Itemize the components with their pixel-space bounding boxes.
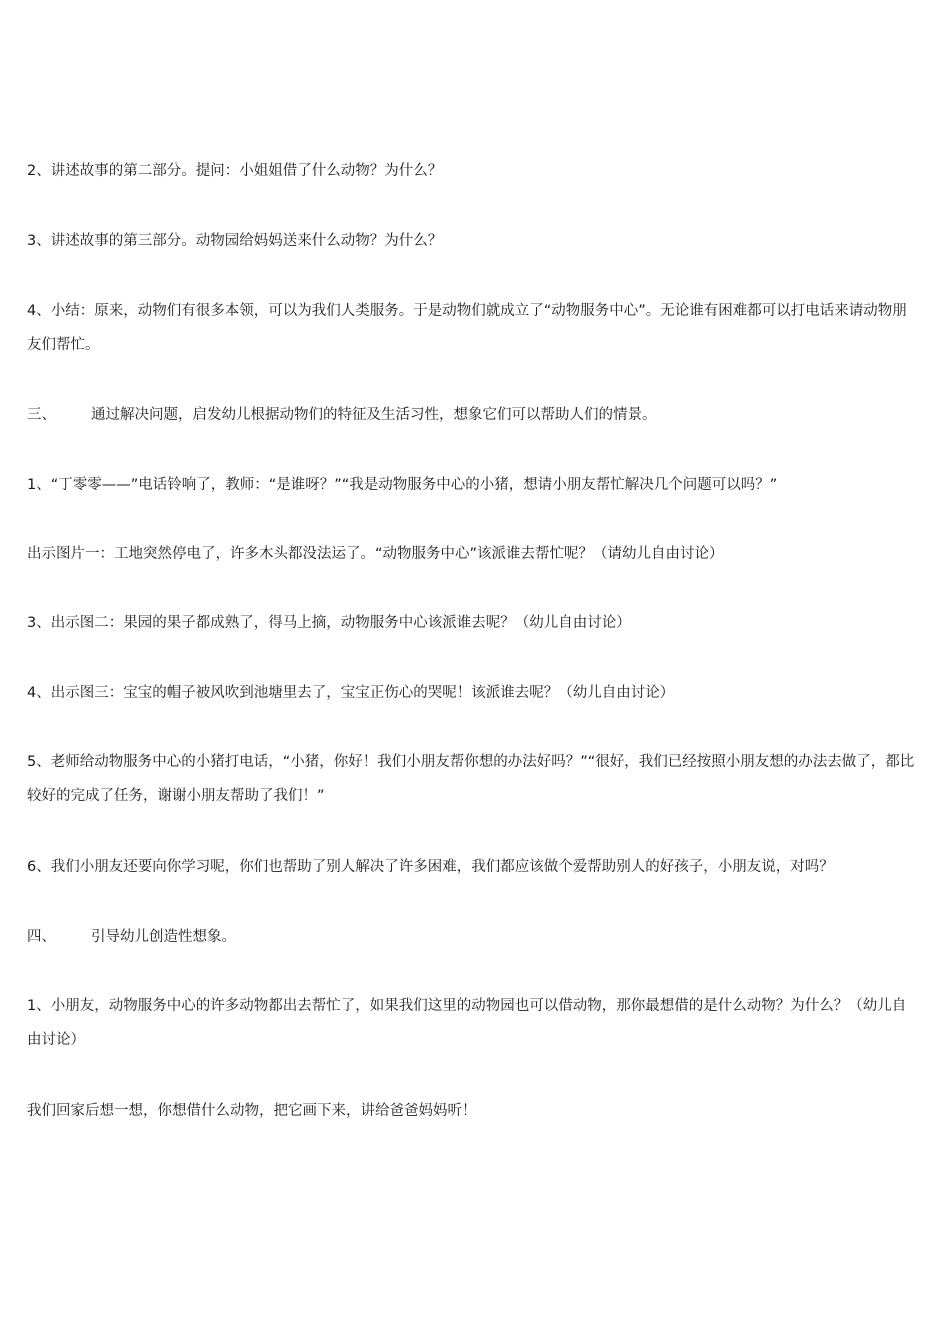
section-number: 三、 xyxy=(27,407,56,423)
paragraph-homework: 我们回家后想一想，你想借什么动物，把它画下来，讲给爸爸妈妈听！ xyxy=(27,1103,477,1119)
paragraph-picture-three: 4、出示图三：宝宝的帽子被风吹到池塘里去了，宝宝正伤心的哭呢！该派谁去呢？（幼儿自由讨论） xyxy=(27,685,675,701)
paragraph-phone-call: 1、“丁零零——”电话铃响了，教师：“是谁呀？”“我是动物服务中心的小猪，想请小朋友帮忙解决几个问题可以吗？” xyxy=(27,477,778,493)
paragraph-step-3: 3、讲述故事的第三部分。动物园给妈妈送来什么动物？为什么？ xyxy=(27,233,443,249)
paragraph-learn: 6、我们小朋友还要向你学习呢，你们也帮助了别人解决了许多困难，我们都应该做个爱帮助别人的好孩子，小朋友说，对吗？ xyxy=(27,859,834,875)
paragraph-picture-two: 3、出示图二：果园的果子都成熟了，得马上摘，动物服务中心该派谁去呢？（幼儿自由讨论） xyxy=(27,615,631,631)
section-heading-3 xyxy=(27,398,917,432)
section-heading-4 xyxy=(27,920,917,954)
paragraph-picture-one: 出示图片一：工地突然停电了，许多木头都没法运了。“动物服务中心”该派谁去帮忙呢？（请幼儿自由讨论） xyxy=(27,546,724,562)
paragraph-step-2: 2、讲述故事的第二部分。提问：小姐姐借了什么动物？为什么？ xyxy=(27,163,443,179)
section-title: 引导幼儿创造性想象。 xyxy=(91,929,236,945)
paragraph-teacher-call: 5、老师给动物服务中心的小猪打电话，“小猪，你好！我们小朋友帮你想的办法好吗？”“很好，我们已经按照小朋友想的办法去做了，都比较好的完成了任务，谢谢小朋友帮助了我们！” xyxy=(27,754,915,804)
paragraph-borrow-animal: 1、小朋友，动物服务中心的许多动物都出去帮忙了，如果我们这里的动物园也可以借动物，那你最想借的是什么动物？为什么？（幼儿自由讨论） xyxy=(27,998,907,1048)
paragraph-summary: 4、小结：原来，动物们有很多本领，可以为我们人类服务。于是动物们就成立了“动物服务中心”。无论谁有困难都可以打电话来请动物朋友们帮忙。 xyxy=(27,303,907,353)
section-title: 通过解决问题，启发幼儿根据动物们的特征及生活习性，想象它们可以帮助人们的情景。 xyxy=(91,407,657,423)
section-number: 四、 xyxy=(27,929,56,945)
